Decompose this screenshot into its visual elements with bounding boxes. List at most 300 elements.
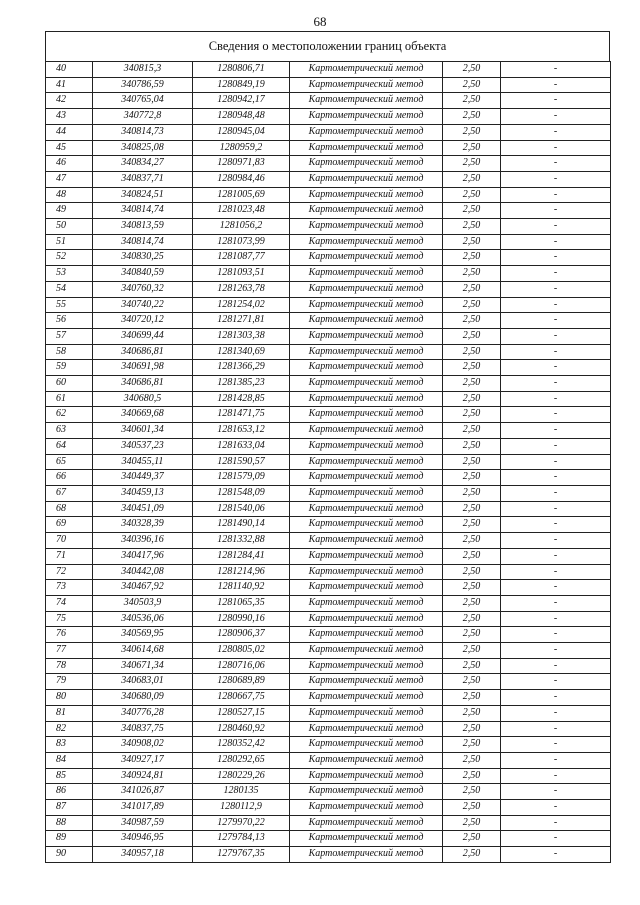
- method-cell: Картометрический метод: [290, 124, 443, 140]
- point-number-cell: 46: [46, 156, 93, 172]
- point-number-cell: 79: [46, 674, 93, 690]
- table-body: [46, 62, 611, 863]
- table-row: [46, 470, 611, 486]
- x-coordinate-cell: 340536,06: [93, 611, 193, 627]
- table-row: [46, 360, 611, 376]
- x-coordinate-cell: 340957,18: [93, 847, 193, 863]
- point-number-cell: 89: [46, 831, 93, 847]
- method-cell: Картометрический метод: [290, 438, 443, 454]
- table-row: [46, 219, 611, 235]
- table-row: [46, 690, 611, 706]
- y-coordinate-cell: 1280805,02: [193, 643, 290, 659]
- method-cell: Картометрический метод: [290, 203, 443, 219]
- point-number-cell: 56: [46, 313, 93, 329]
- x-coordinate-cell: 340814,74: [93, 203, 193, 219]
- method-cell: Картометрический метод: [290, 187, 443, 203]
- method-cell: Картометрический метод: [290, 313, 443, 329]
- y-coordinate-cell: 1281073,99: [193, 234, 290, 250]
- method-cell: Картометрический метод: [290, 250, 443, 266]
- table-row: [46, 391, 611, 407]
- description-cell: -: [501, 643, 611, 659]
- x-coordinate-cell: 340720,12: [93, 313, 193, 329]
- y-coordinate-cell: 1281590,57: [193, 454, 290, 470]
- point-number-cell: 59: [46, 360, 93, 376]
- accuracy-cell: 2,50: [443, 737, 501, 753]
- x-coordinate-cell: 341026,87: [93, 784, 193, 800]
- x-coordinate-cell: 340786,59: [93, 77, 193, 93]
- point-number-cell: 62: [46, 407, 93, 423]
- table-row: [46, 674, 611, 690]
- point-number-cell: 80: [46, 690, 93, 706]
- y-coordinate-cell: 1281385,23: [193, 376, 290, 392]
- accuracy-cell: 2,50: [443, 595, 501, 611]
- point-number-cell: 48: [46, 187, 93, 203]
- method-cell: Картометрический метод: [290, 548, 443, 564]
- accuracy-cell: 2,50: [443, 768, 501, 784]
- y-coordinate-cell: 1280806,71: [193, 62, 290, 78]
- y-coordinate-cell: 1280971,83: [193, 156, 290, 172]
- description-cell: -: [501, 737, 611, 753]
- point-number-cell: 68: [46, 501, 93, 517]
- x-coordinate-cell: 340813,59: [93, 219, 193, 235]
- description-cell: -: [501, 423, 611, 439]
- point-number-cell: 75: [46, 611, 93, 627]
- method-cell: Картометрический метод: [290, 376, 443, 392]
- point-number-cell: 44: [46, 124, 93, 140]
- x-coordinate-cell: 340614,68: [93, 643, 193, 659]
- method-cell: Картометрический метод: [290, 156, 443, 172]
- accuracy-cell: 2,50: [443, 281, 501, 297]
- description-cell: -: [501, 109, 611, 125]
- table-row: [46, 140, 611, 156]
- x-coordinate-cell: 340837,71: [93, 171, 193, 187]
- table-row: [46, 454, 611, 470]
- x-coordinate-cell: 340987,59: [93, 815, 193, 831]
- accuracy-cell: 2,50: [443, 203, 501, 219]
- x-coordinate-cell: 340671,34: [93, 658, 193, 674]
- y-coordinate-cell: 1281340,69: [193, 344, 290, 360]
- page-number: 68: [313, 14, 327, 29]
- y-coordinate-cell: 1280984,46: [193, 171, 290, 187]
- accuracy-cell: 2,50: [443, 250, 501, 266]
- point-number-cell: 47: [46, 171, 93, 187]
- accuracy-cell: 2,50: [443, 376, 501, 392]
- accuracy-cell: 2,50: [443, 140, 501, 156]
- point-number-cell: 40: [46, 62, 93, 78]
- y-coordinate-cell: 1279970,22: [193, 815, 290, 831]
- method-cell: Картометрический метод: [290, 281, 443, 297]
- y-coordinate-cell: 1281140,92: [193, 580, 290, 596]
- method-cell: Картометрический метод: [290, 297, 443, 313]
- x-coordinate-cell: 340396,16: [93, 533, 193, 549]
- table-row: [46, 643, 611, 659]
- accuracy-cell: 2,50: [443, 391, 501, 407]
- method-cell: Картометрический метод: [290, 564, 443, 580]
- method-cell: Картометрический метод: [290, 737, 443, 753]
- table-row: [46, 344, 611, 360]
- x-coordinate-cell: 340467,92: [93, 580, 193, 596]
- description-cell: -: [501, 831, 611, 847]
- accuracy-cell: 2,50: [443, 328, 501, 344]
- point-number-cell: 45: [46, 140, 93, 156]
- table-row: [46, 548, 611, 564]
- method-cell: Картометрический метод: [290, 234, 443, 250]
- x-coordinate-cell: 340442,08: [93, 564, 193, 580]
- y-coordinate-cell: 1280135: [193, 784, 290, 800]
- y-coordinate-cell: 1280460,92: [193, 721, 290, 737]
- table-row: [46, 328, 611, 344]
- point-number-cell: 51: [46, 234, 93, 250]
- table-row: [46, 124, 611, 140]
- description-cell: -: [501, 360, 611, 376]
- table-row: [46, 297, 611, 313]
- description-cell: -: [501, 533, 611, 549]
- description-cell: -: [501, 674, 611, 690]
- description-cell: -: [501, 313, 611, 329]
- y-coordinate-cell: 1281263,78: [193, 281, 290, 297]
- description-cell: -: [501, 470, 611, 486]
- point-number-cell: 67: [46, 485, 93, 501]
- y-coordinate-cell: 1280942,17: [193, 93, 290, 109]
- accuracy-cell: 2,50: [443, 627, 501, 643]
- method-cell: Картометрический метод: [290, 344, 443, 360]
- description-cell: -: [501, 77, 611, 93]
- accuracy-cell: 2,50: [443, 643, 501, 659]
- point-number-cell: 85: [46, 768, 93, 784]
- point-number-cell: 90: [46, 847, 93, 863]
- accuracy-cell: 2,50: [443, 234, 501, 250]
- method-cell: Картометрический метод: [290, 360, 443, 376]
- table-row: [46, 831, 611, 847]
- description-cell: -: [501, 705, 611, 721]
- point-number-cell: 49: [46, 203, 93, 219]
- accuracy-cell: 2,50: [443, 533, 501, 549]
- method-cell: Картометрический метод: [290, 721, 443, 737]
- x-coordinate-cell: 340686,81: [93, 344, 193, 360]
- description-cell: -: [501, 658, 611, 674]
- y-coordinate-cell: 1280352,42: [193, 737, 290, 753]
- x-coordinate-cell: 340776,28: [93, 705, 193, 721]
- accuracy-cell: 2,50: [443, 156, 501, 172]
- method-cell: Картометрический метод: [290, 690, 443, 706]
- method-cell: Картометрический метод: [290, 674, 443, 690]
- method-cell: Картометрический метод: [290, 580, 443, 596]
- y-coordinate-cell: 1279767,35: [193, 847, 290, 863]
- method-cell: Картометрический метод: [290, 501, 443, 517]
- description-cell: -: [501, 721, 611, 737]
- y-coordinate-cell: 1280906,37: [193, 627, 290, 643]
- table-row: [46, 658, 611, 674]
- y-coordinate-cell: 1281471,75: [193, 407, 290, 423]
- x-coordinate-cell: 340601,34: [93, 423, 193, 439]
- x-coordinate-cell: 340924,81: [93, 768, 193, 784]
- description-cell: -: [501, 454, 611, 470]
- point-number-cell: 72: [46, 564, 93, 580]
- method-cell: Картометрический метод: [290, 627, 443, 643]
- y-coordinate-cell: 1280849,19: [193, 77, 290, 93]
- accuracy-cell: 2,50: [443, 690, 501, 706]
- method-cell: Картометрический метод: [290, 784, 443, 800]
- point-number-cell: 76: [46, 627, 93, 643]
- accuracy-cell: 2,50: [443, 501, 501, 517]
- point-number-cell: 81: [46, 705, 93, 721]
- x-coordinate-cell: 340691,98: [93, 360, 193, 376]
- method-cell: Картометрический метод: [290, 847, 443, 863]
- y-coordinate-cell: 1281653,12: [193, 423, 290, 439]
- accuracy-cell: 2,50: [443, 485, 501, 501]
- table-row: [46, 533, 611, 549]
- description-cell: -: [501, 203, 611, 219]
- x-coordinate-cell: 340537,23: [93, 438, 193, 454]
- x-coordinate-cell: 340740,22: [93, 297, 193, 313]
- point-number-cell: 57: [46, 328, 93, 344]
- method-cell: Картометрический метод: [290, 611, 443, 627]
- description-cell: -: [501, 627, 611, 643]
- y-coordinate-cell: 1281540,06: [193, 501, 290, 517]
- x-coordinate-cell: 340830,25: [93, 250, 193, 266]
- y-coordinate-cell: 1280990,16: [193, 611, 290, 627]
- description-cell: -: [501, 219, 611, 235]
- accuracy-cell: 2,50: [443, 564, 501, 580]
- y-coordinate-cell: 1281214,96: [193, 564, 290, 580]
- x-coordinate-cell: 340459,13: [93, 485, 193, 501]
- y-coordinate-cell: 1280716,06: [193, 658, 290, 674]
- y-coordinate-cell: 1280959,2: [193, 140, 290, 156]
- description-cell: -: [501, 266, 611, 282]
- description-cell: -: [501, 344, 611, 360]
- point-number-cell: 78: [46, 658, 93, 674]
- description-cell: -: [501, 548, 611, 564]
- x-coordinate-cell: 340503,9: [93, 595, 193, 611]
- y-coordinate-cell: 1281633,04: [193, 438, 290, 454]
- x-coordinate-cell: 340772,8: [93, 109, 193, 125]
- y-coordinate-cell: 1281056,2: [193, 219, 290, 235]
- point-number-cell: 61: [46, 391, 93, 407]
- table-row: [46, 250, 611, 266]
- description-cell: -: [501, 171, 611, 187]
- description-cell: -: [501, 124, 611, 140]
- description-cell: -: [501, 297, 611, 313]
- y-coordinate-cell: 1281254,02: [193, 297, 290, 313]
- table-row: [46, 721, 611, 737]
- table-row: [46, 171, 611, 187]
- x-coordinate-cell: 340699,44: [93, 328, 193, 344]
- y-coordinate-cell: 1280945,04: [193, 124, 290, 140]
- point-number-cell: 83: [46, 737, 93, 753]
- point-number-cell: 53: [46, 266, 93, 282]
- point-number-cell: 74: [46, 595, 93, 611]
- table-row: [46, 156, 611, 172]
- point-number-cell: 73: [46, 580, 93, 596]
- accuracy-cell: 2,50: [443, 517, 501, 533]
- table-row: [46, 485, 611, 501]
- accuracy-cell: 2,50: [443, 344, 501, 360]
- accuracy-cell: 2,50: [443, 847, 501, 863]
- accuracy-cell: 2,50: [443, 297, 501, 313]
- x-coordinate-cell: 340815,3: [93, 62, 193, 78]
- point-number-cell: 42: [46, 93, 93, 109]
- accuracy-cell: 2,50: [443, 77, 501, 93]
- point-number-cell: 54: [46, 281, 93, 297]
- method-cell: Картометрический метод: [290, 454, 443, 470]
- method-cell: Картометрический метод: [290, 815, 443, 831]
- description-cell: -: [501, 140, 611, 156]
- method-cell: Картометрический метод: [290, 800, 443, 816]
- x-coordinate-cell: 340669,68: [93, 407, 193, 423]
- x-coordinate-cell: 340455,11: [93, 454, 193, 470]
- accuracy-cell: 2,50: [443, 171, 501, 187]
- description-cell: -: [501, 156, 611, 172]
- y-coordinate-cell: 1281303,38: [193, 328, 290, 344]
- accuracy-cell: 2,50: [443, 784, 501, 800]
- method-cell: Картометрический метод: [290, 391, 443, 407]
- description-cell: -: [501, 768, 611, 784]
- accuracy-cell: 2,50: [443, 548, 501, 564]
- y-coordinate-cell: 1281005,69: [193, 187, 290, 203]
- description-cell: -: [501, 93, 611, 109]
- table-row: [46, 737, 611, 753]
- description-cell: -: [501, 690, 611, 706]
- table-row: [46, 564, 611, 580]
- description-cell: -: [501, 407, 611, 423]
- boundary-points-table: [45, 61, 611, 863]
- table-row: [46, 611, 611, 627]
- table-row: [46, 847, 611, 863]
- description-cell: -: [501, 847, 611, 863]
- method-cell: Картометрический метод: [290, 533, 443, 549]
- description-cell: -: [501, 438, 611, 454]
- point-number-cell: 65: [46, 454, 93, 470]
- table-row: [46, 627, 611, 643]
- method-cell: Картометрический метод: [290, 140, 443, 156]
- description-cell: -: [501, 376, 611, 392]
- method-cell: Картометрический метод: [290, 658, 443, 674]
- y-coordinate-cell: 1281428,85: [193, 391, 290, 407]
- accuracy-cell: 2,50: [443, 658, 501, 674]
- description-cell: -: [501, 611, 611, 627]
- table-row: [46, 407, 611, 423]
- method-cell: Картометрический метод: [290, 831, 443, 847]
- y-coordinate-cell: 1281023,48: [193, 203, 290, 219]
- method-cell: Картометрический метод: [290, 266, 443, 282]
- description-cell: -: [501, 281, 611, 297]
- accuracy-cell: 2,50: [443, 423, 501, 439]
- method-cell: Картометрический метод: [290, 705, 443, 721]
- table-row: [46, 77, 611, 93]
- x-coordinate-cell: 340417,96: [93, 548, 193, 564]
- y-coordinate-cell: 1281284,41: [193, 548, 290, 564]
- point-number-cell: 71: [46, 548, 93, 564]
- description-cell: -: [501, 328, 611, 344]
- description-cell: -: [501, 62, 611, 78]
- table-row: [46, 580, 611, 596]
- x-coordinate-cell: 340834,27: [93, 156, 193, 172]
- table-row: [46, 62, 611, 78]
- point-number-cell: 55: [46, 297, 93, 313]
- point-number-cell: 82: [46, 721, 93, 737]
- point-number-cell: 84: [46, 752, 93, 768]
- point-number-cell: 87: [46, 800, 93, 816]
- x-coordinate-cell: 340686,81: [93, 376, 193, 392]
- method-cell: Картометрический метод: [290, 768, 443, 784]
- x-coordinate-cell: 340451,09: [93, 501, 193, 517]
- table-row: [46, 705, 611, 721]
- x-coordinate-cell: 340680,09: [93, 690, 193, 706]
- accuracy-cell: 2,50: [443, 124, 501, 140]
- method-cell: Картометрический метод: [290, 423, 443, 439]
- x-coordinate-cell: 340825,08: [93, 140, 193, 156]
- table-row: [46, 595, 611, 611]
- x-coordinate-cell: 340765,04: [93, 93, 193, 109]
- point-number-cell: 69: [46, 517, 93, 533]
- table-row: [46, 281, 611, 297]
- method-cell: Картометрический метод: [290, 328, 443, 344]
- table-row: [46, 234, 611, 250]
- x-coordinate-cell: 340927,17: [93, 752, 193, 768]
- x-coordinate-cell: 340840,59: [93, 266, 193, 282]
- method-cell: Картометрический метод: [290, 470, 443, 486]
- boundary-table-sheet: [45, 31, 610, 863]
- y-coordinate-cell: 1280527,15: [193, 705, 290, 721]
- x-coordinate-cell: 340683,01: [93, 674, 193, 690]
- table-row: [46, 517, 611, 533]
- y-coordinate-cell: 1280689,89: [193, 674, 290, 690]
- method-cell: Картометрический метод: [290, 109, 443, 125]
- table-row: [46, 423, 611, 439]
- point-number-cell: 88: [46, 815, 93, 831]
- point-number-cell: 58: [46, 344, 93, 360]
- point-number-cell: 77: [46, 643, 93, 659]
- y-coordinate-cell: 1281332,88: [193, 533, 290, 549]
- x-coordinate-cell: 340449,37: [93, 470, 193, 486]
- table-row: [46, 93, 611, 109]
- accuracy-cell: 2,50: [443, 752, 501, 768]
- x-coordinate-cell: 340824,51: [93, 187, 193, 203]
- y-coordinate-cell: 1281548,09: [193, 485, 290, 501]
- x-coordinate-cell: 340569,95: [93, 627, 193, 643]
- table-row: [46, 266, 611, 282]
- x-coordinate-cell: 340328,39: [93, 517, 193, 533]
- method-cell: Картометрический метод: [290, 517, 443, 533]
- description-cell: -: [501, 752, 611, 768]
- point-number-cell: 52: [46, 250, 93, 266]
- method-cell: Картометрический метод: [290, 485, 443, 501]
- point-number-cell: 70: [46, 533, 93, 549]
- point-number-cell: 60: [46, 376, 93, 392]
- y-coordinate-cell: 1279784,13: [193, 831, 290, 847]
- description-cell: -: [501, 580, 611, 596]
- description-cell: -: [501, 485, 611, 501]
- x-coordinate-cell: 340814,74: [93, 234, 193, 250]
- table-row: [46, 752, 611, 768]
- method-cell: Картометрический метод: [290, 171, 443, 187]
- point-number-cell: 66: [46, 470, 93, 486]
- x-coordinate-cell: 340837,75: [93, 721, 193, 737]
- method-cell: Картометрический метод: [290, 752, 443, 768]
- accuracy-cell: 2,50: [443, 407, 501, 423]
- table-row: [46, 501, 611, 517]
- x-coordinate-cell: 340680,5: [93, 391, 193, 407]
- point-number-cell: 63: [46, 423, 93, 439]
- y-coordinate-cell: 1280948,48: [193, 109, 290, 125]
- y-coordinate-cell: 1281093,51: [193, 266, 290, 282]
- accuracy-cell: 2,50: [443, 721, 501, 737]
- accuracy-cell: 2,50: [443, 360, 501, 376]
- table-row: [46, 313, 611, 329]
- method-cell: Картометрический метод: [290, 595, 443, 611]
- table-row: [46, 800, 611, 816]
- accuracy-cell: 2,50: [443, 611, 501, 627]
